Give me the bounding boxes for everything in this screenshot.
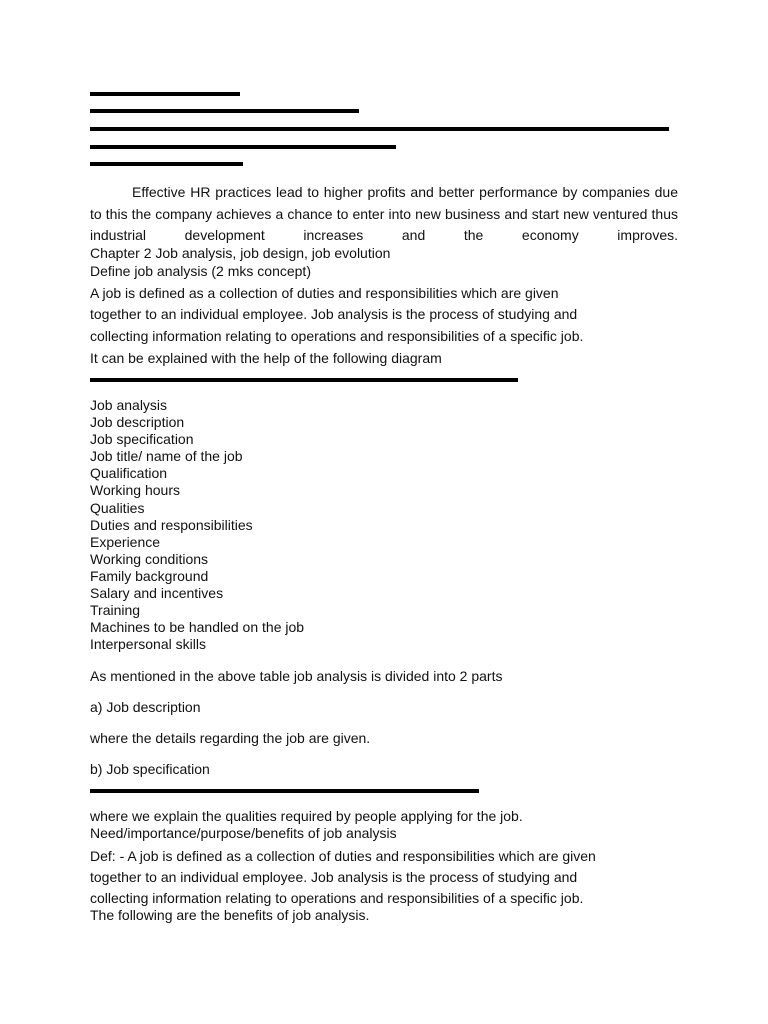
redaction-bar — [90, 145, 396, 149]
list-item: Qualities — [90, 499, 145, 516]
list-item: Working hours — [90, 482, 181, 499]
part-b-label: b) Job specification — [90, 761, 210, 777]
list-item: Salary and incentives — [90, 585, 224, 602]
part-b-detail: where we explain the qualities required by people applying for the job. — [90, 808, 523, 824]
redaction-bar — [90, 109, 359, 113]
def-line: collecting information relating to operations and responsibilities of a specific job. — [90, 890, 584, 906]
list-item: Job specification — [90, 431, 194, 448]
define-heading: Define job analysis (2 mks concept) — [90, 263, 311, 279]
definition-line: A job is defined as a collection of duties and responsibilities which are given — [90, 285, 559, 301]
list-item: Job analysis — [90, 397, 168, 413]
list-item: Qualification — [90, 465, 168, 482]
redaction-bar — [90, 378, 518, 382]
benefits-intro: The following are the benefits of job analysis. — [90, 907, 370, 923]
intro-paragraph: Effective HR practices lead to higher profits and better performance by companies due to this the company achieves a chance to enter into new business and start new ventured thus industrial development increases and the economy improves. — [90, 184, 678, 243]
definition-line: It can be explained with the help of the following diagram — [90, 350, 442, 366]
definition-line: collecting information relating to operations and responsibilities of a specific job. — [90, 328, 584, 344]
importance-heading: Need/importance/purpose/benefits of job analysis — [90, 825, 397, 841]
list-item: Machines to be handled on the job — [90, 619, 305, 636]
redaction-bar — [90, 127, 669, 131]
list-item: Interpersonal skills — [90, 636, 206, 653]
list-item: Training — [90, 602, 141, 619]
chapter-heading: Chapter 2 Job analysis, job design, job evolution — [90, 245, 391, 261]
diagram-list — [90, 397, 304, 653]
redaction-bar — [90, 92, 240, 96]
def-line: Def: - A job is defined as a collection of duties and responsibilities which are given — [90, 848, 596, 864]
list-item: Family background — [90, 567, 209, 584]
def-line: together to an individual employee. Job analysis is the process of studying and — [90, 869, 578, 885]
list-item: Job description — [90, 414, 185, 431]
list-item: Working conditions — [90, 550, 209, 567]
part-a-label: a) Job description — [90, 699, 201, 715]
definition-line: together to an individual employee. Job analysis is the process of studying and — [90, 306, 578, 322]
part-a-detail: where the details regarding the job are given. — [90, 730, 371, 746]
table-note: As mentioned in the above table job analysis is divided into 2 parts — [90, 668, 503, 684]
redaction-bar — [90, 162, 243, 166]
redaction-bar — [90, 789, 479, 793]
list-item: Experience — [90, 533, 161, 550]
list-item: Duties and responsibilities — [90, 516, 253, 533]
list-item: Job title/ name of the job — [90, 448, 243, 465]
